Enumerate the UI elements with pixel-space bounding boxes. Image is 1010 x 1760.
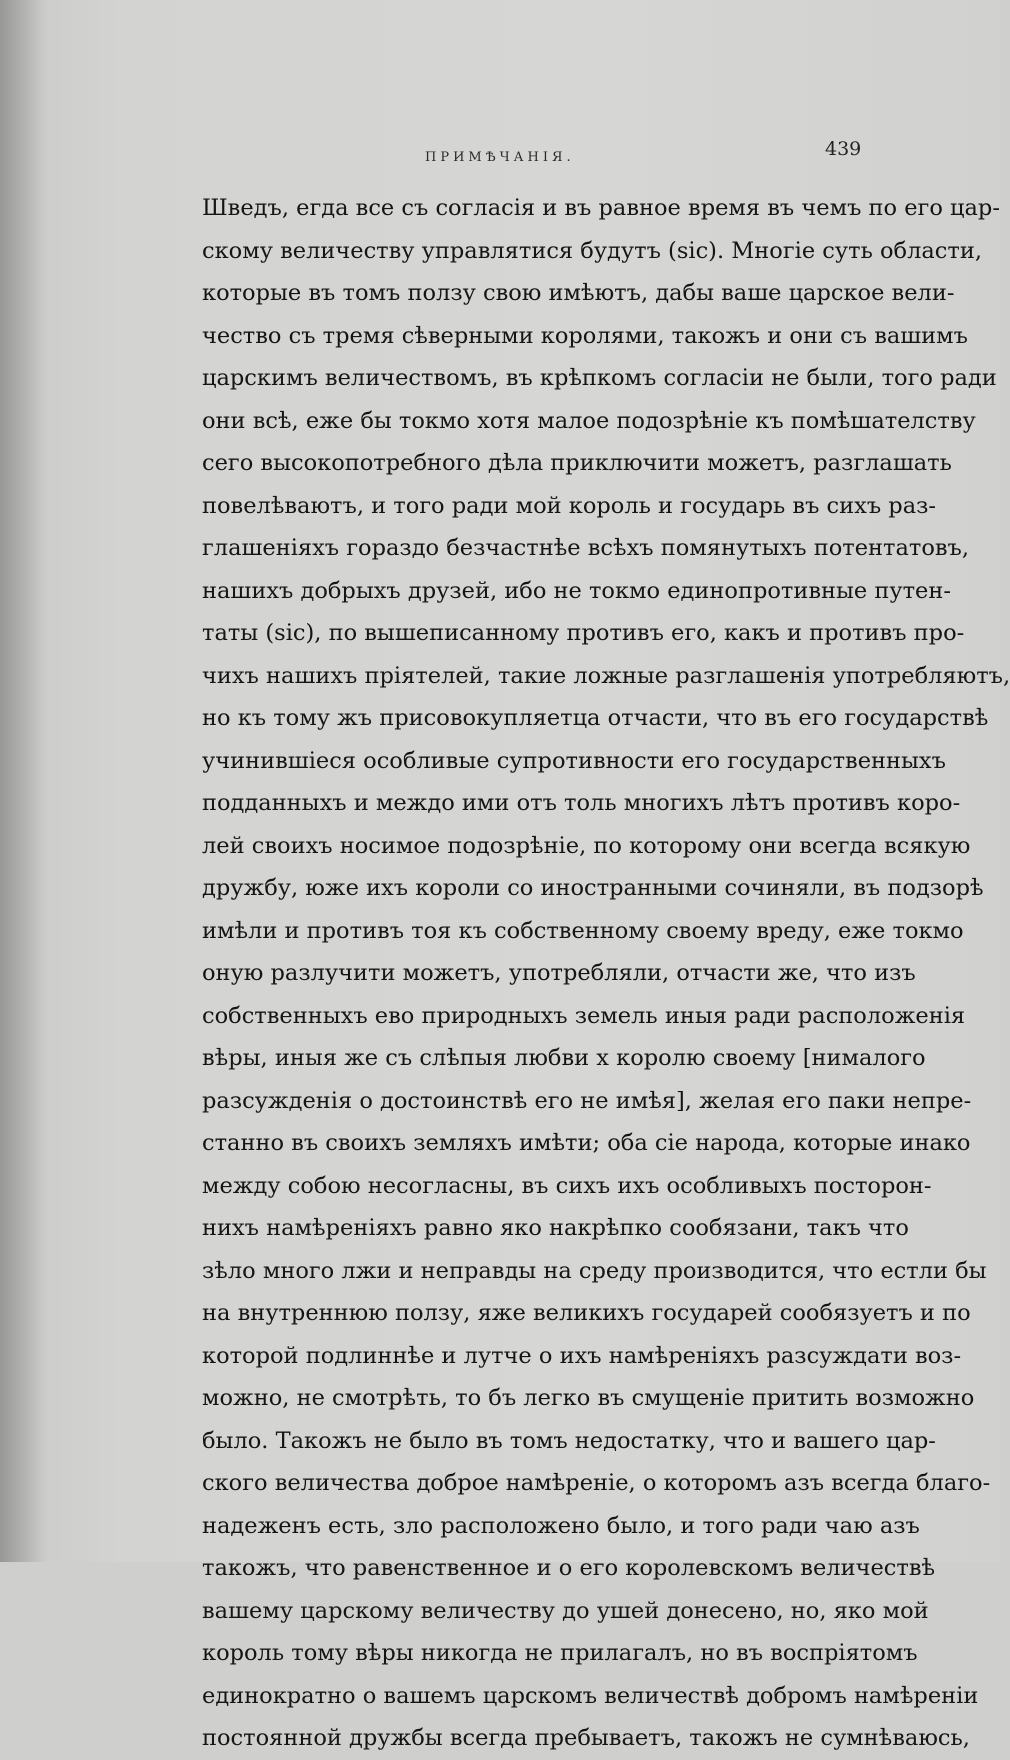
text-line: которые въ томъ ползу свою имѣютъ, дабы ваше царское вели- xyxy=(202,280,955,306)
text-line: которой подлиннѣе и лутче о ихъ намѣреніяхъ разсуждати воз- xyxy=(202,1342,962,1369)
text-line: царскимъ величествомъ, въ крѣпкомъ согласіи не были, того ради xyxy=(202,365,997,391)
text-line: сего высокопотребного дѣла приключити можетъ, разглашать xyxy=(202,450,952,476)
text-line: учинившіеся особливые супротивности его государственныхъ xyxy=(202,747,946,774)
text-line: король тому вѣры никогда не прилагалъ, но въ воспріятомъ xyxy=(202,1640,918,1666)
text-line: чихъ нашихъ пріятелей, такие ложные разглашенія употребляютъ, xyxy=(202,662,1010,689)
text-line: надеженъ есть, зло расположено было, и того ради чаю азъ xyxy=(202,1512,920,1539)
text-line: Шведъ, егда все съ согласія и въ равное время въ чемъ по его цар- xyxy=(202,195,1000,221)
text-line: но къ тому жъ присовокупляетца отчасти, что въ его государствѣ xyxy=(202,705,989,731)
body-text xyxy=(202,187,1010,1760)
text-line: оную разлучити можетъ, употребляли, отчасти же, что изъ xyxy=(202,960,916,986)
text-line: ского величества доброе намѣреніе, о которомъ азъ всегда благо- xyxy=(202,1470,991,1496)
text-line: на внутреннюю ползу, яже великихъ государей сообязуетъ и по xyxy=(202,1300,971,1326)
text-line: чество съ тремя сѣверными королями, такожъ и они съ вашимъ xyxy=(202,322,968,349)
text-line: между собою несогласны, въ сихъ ихъ особливыхъ посторон- xyxy=(202,1172,932,1199)
text-line: такожъ, что равенственное и о его королевскомъ величествѣ xyxy=(202,1555,936,1581)
running-head: ПРИМѢЧАНІЯ. xyxy=(425,150,575,165)
text-line: подданныхъ и междо ими отъ толь многихъ лѣтъ противъ коро- xyxy=(202,790,961,816)
text-line: вѣры, иныя же съ слѣпыя любви х королю своему [нималого xyxy=(202,1045,926,1071)
text-line: было. Такожъ не было въ томъ недостатку, что и вашего цар- xyxy=(202,1427,936,1454)
text-line: повелѣваютъ, и того ради мой король и государь въ сихъ раз- xyxy=(202,492,936,519)
text-line: станно въ своихъ земляхъ имѣти; оба сіе народа, которые инако xyxy=(202,1130,971,1156)
text-line: постоянной дружбы всегда пребываетъ, такожъ не сумнѣваюсь, xyxy=(202,1725,970,1751)
text-line: они всѣ, еже бы токмо хотя малое подозрѣніе къ помѣшателству xyxy=(202,407,976,434)
text-line: лей своихъ носимое подозрѣніе, по которому они всегда всякую xyxy=(202,832,971,859)
text-line: нихъ намѣреніяхъ равно яко накрѣпко сообязани, такъ что xyxy=(202,1215,909,1241)
text-line: собственныхъ ево природныхъ земель иныя ради расположенія xyxy=(202,1002,966,1029)
text-line: скому величеству управлятися будутъ (sic). Многіе суть области, xyxy=(202,237,982,264)
page-number: 439 xyxy=(825,138,862,160)
text-line: нашихъ добрыхъ друзей, ибо не токмо единопротивные путен- xyxy=(202,577,951,604)
text-line: имѣли и противъ тоя къ собственному своему вреду, еже токмо xyxy=(202,917,964,944)
gutter-shadow xyxy=(0,0,48,1562)
text-line: таты (sic), по вышеписанному противъ его, какъ и противъ про- xyxy=(202,620,965,646)
text-line: глашеніяхъ гораздо безчастнѣе всѣхъ помянутыхъ потентатовъ, xyxy=(202,535,970,561)
text-line: вашему царскому величеству до ушей донесено, но, яко мой xyxy=(202,1597,929,1624)
text-line: единократно о вашемъ царскомъ величествѣ добромъ намѣреніи xyxy=(202,1682,979,1709)
text-line: зѣло много лжи и неправды на среду производится, что естли бы xyxy=(202,1257,987,1284)
text-line: можно, не смотрѣть, то бъ легко въ смущеніе притить возможно xyxy=(202,1385,975,1411)
text-line: дружбу, юже ихъ короли со иностранными сочиняли, въ подзорѣ xyxy=(202,875,984,901)
text-line: разсужденія о достоинствѣ его не имѣя], желая его паки непре- xyxy=(202,1087,972,1114)
